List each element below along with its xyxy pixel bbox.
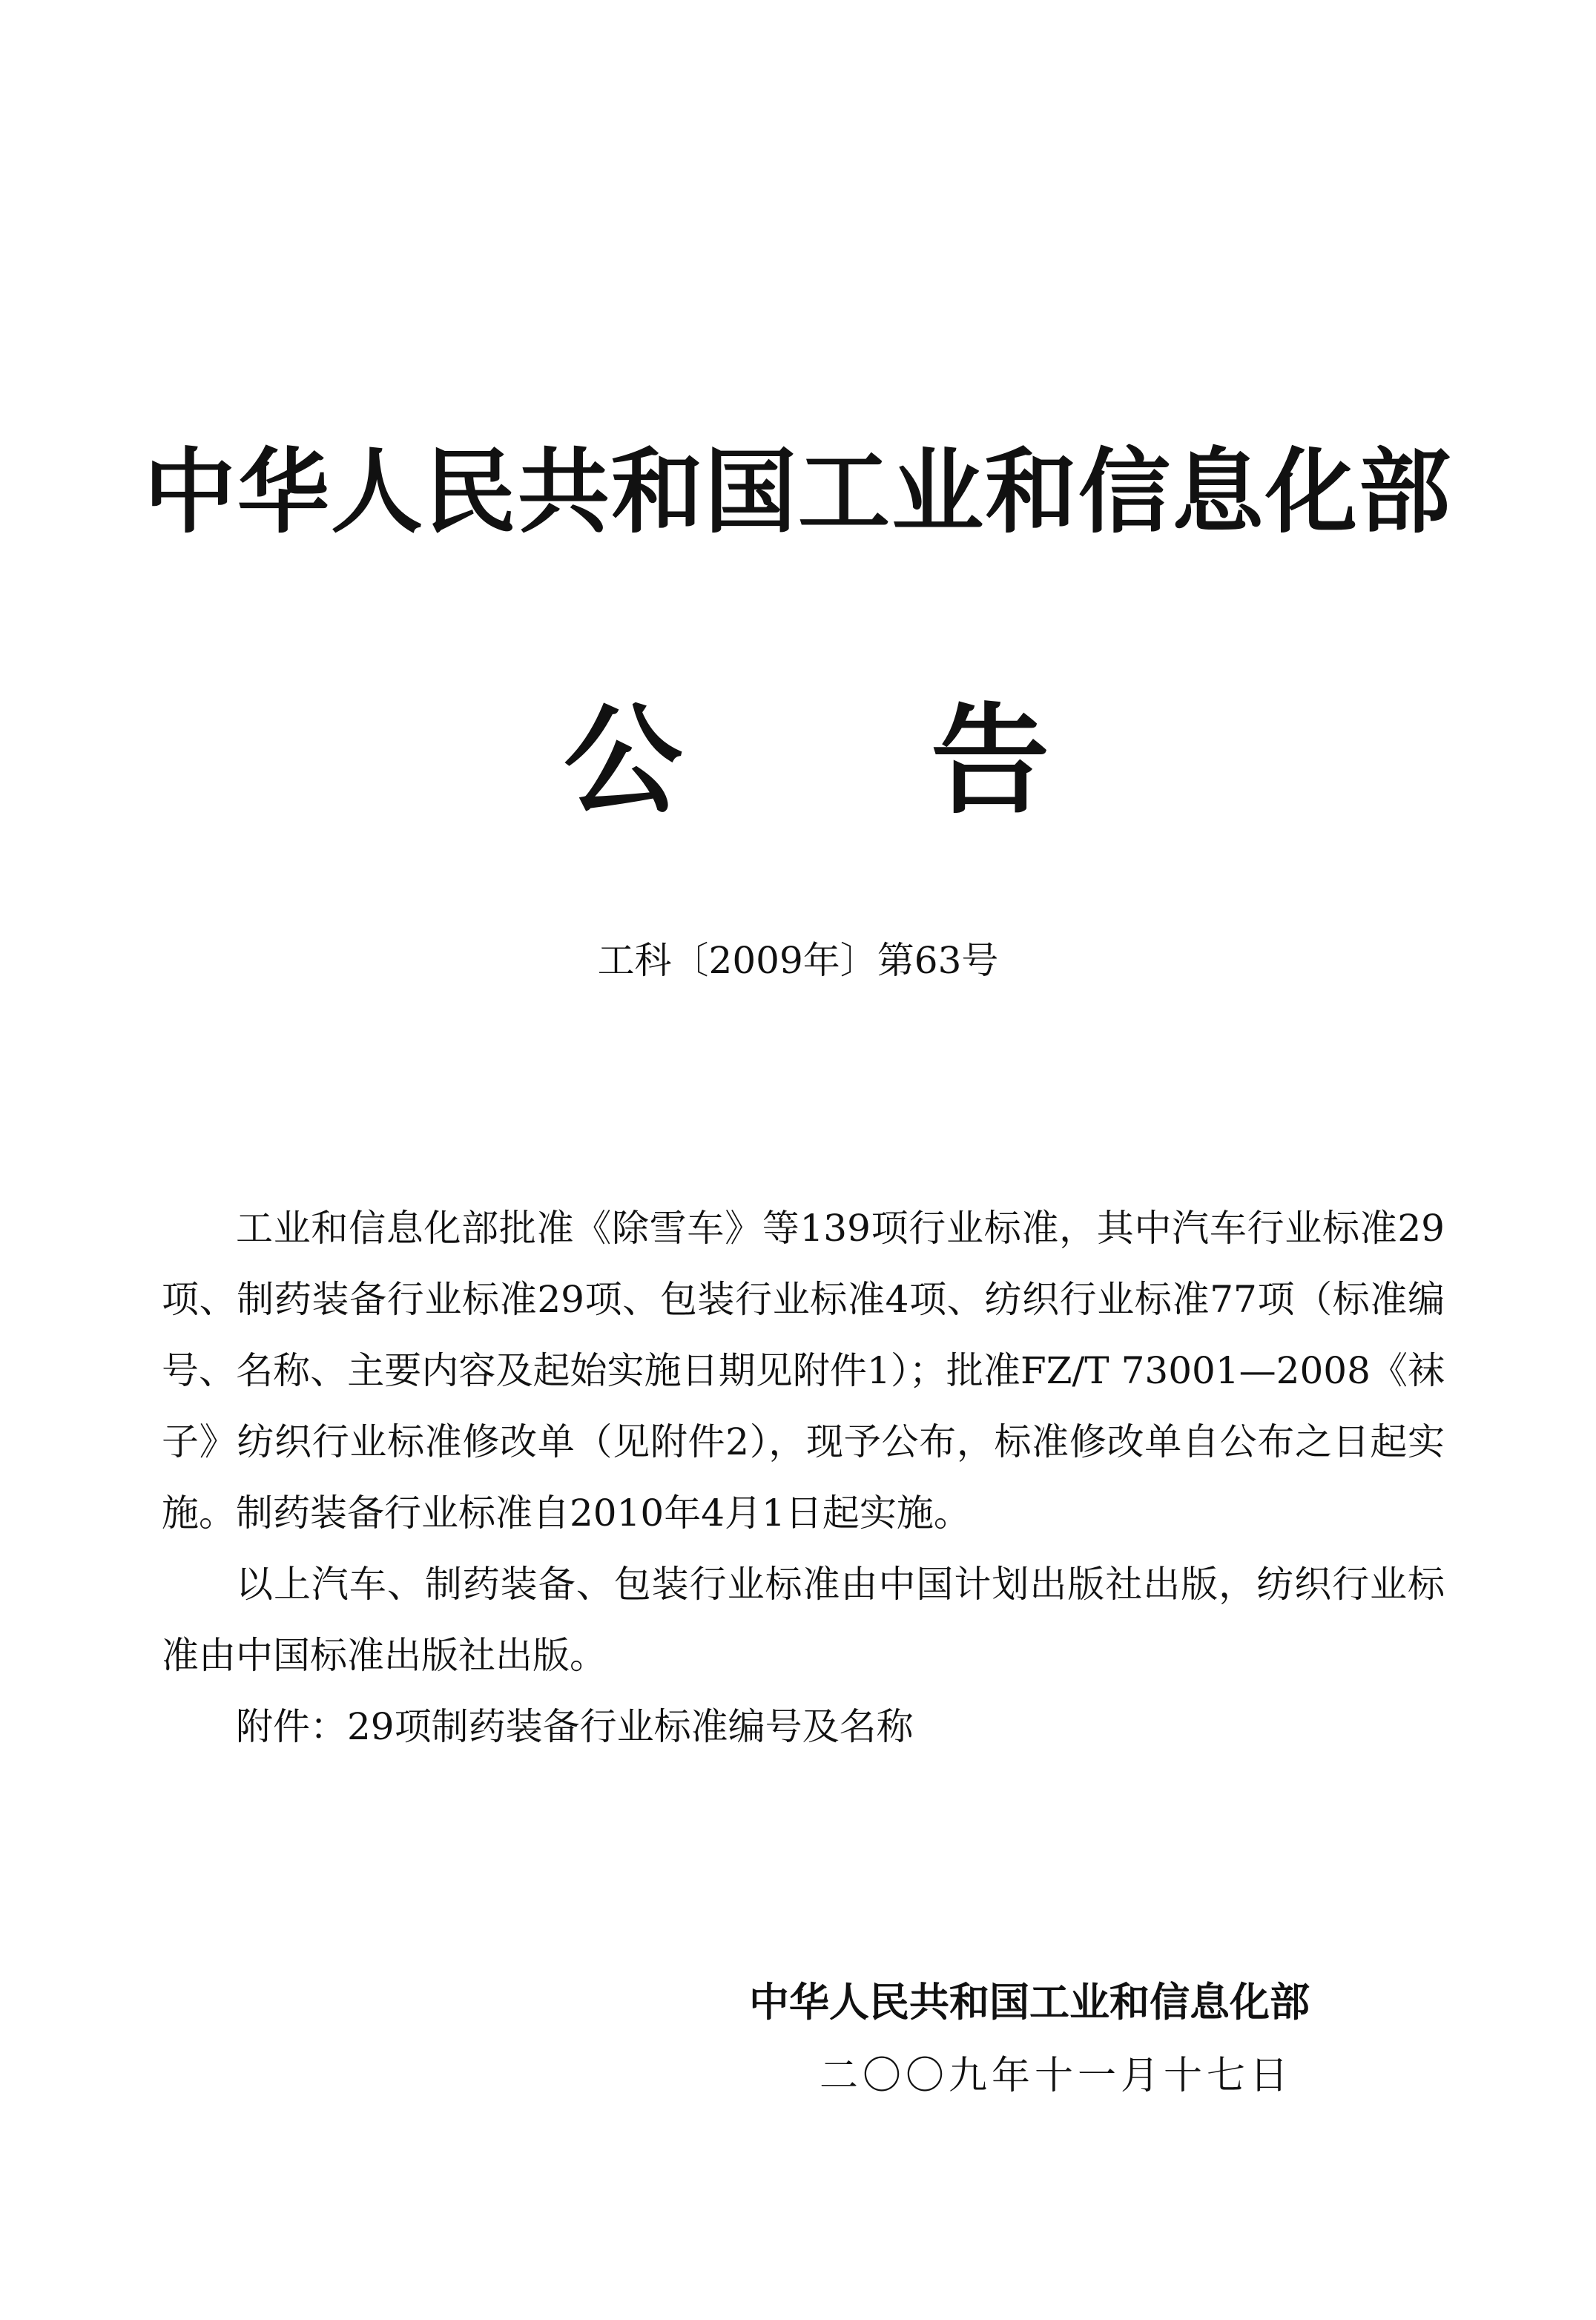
ministry-title: 中华人民共和国工业和信息化部	[143, 439, 1452, 546]
signing-authority: 中华人民共和国工业和信息化部	[749, 1979, 1310, 2026]
notice-body	[162, 1193, 1445, 1762]
body-paragraph-standards: 工业和信息化部批准《除雪车》等139项行业标准，其中汽车行业标准29项、制药装备行业标准29项、包装行业标准4项、纺织行业标准77项（标准编号、名称、主要内容及起始实施日期见附件1）；批准FZ/T 73001—2008《袜子》纺织行业标准修改单（见附件2），现予公布，标准修改单自公布之日起实施。制药装备行业标准自2010年4月1日起实施。	[162, 1207, 1445, 1535]
document-number: 工科〔2009年〕第63号	[597, 939, 999, 982]
signing-date: 二〇〇九年十一月十七日	[820, 2054, 1293, 2098]
notice-title-gao: 告	[931, 691, 1050, 830]
attachment-line: 附件：29项制药装备行业标准编号及名称	[236, 1705, 914, 1748]
notice-title-gong: 公	[564, 691, 683, 830]
body-paragraph-publishers: 以上汽车、制药装备、包装行业标准由中国计划出版社出版，纺织行业标准由中国标准出版社出版。	[162, 1563, 1445, 1677]
